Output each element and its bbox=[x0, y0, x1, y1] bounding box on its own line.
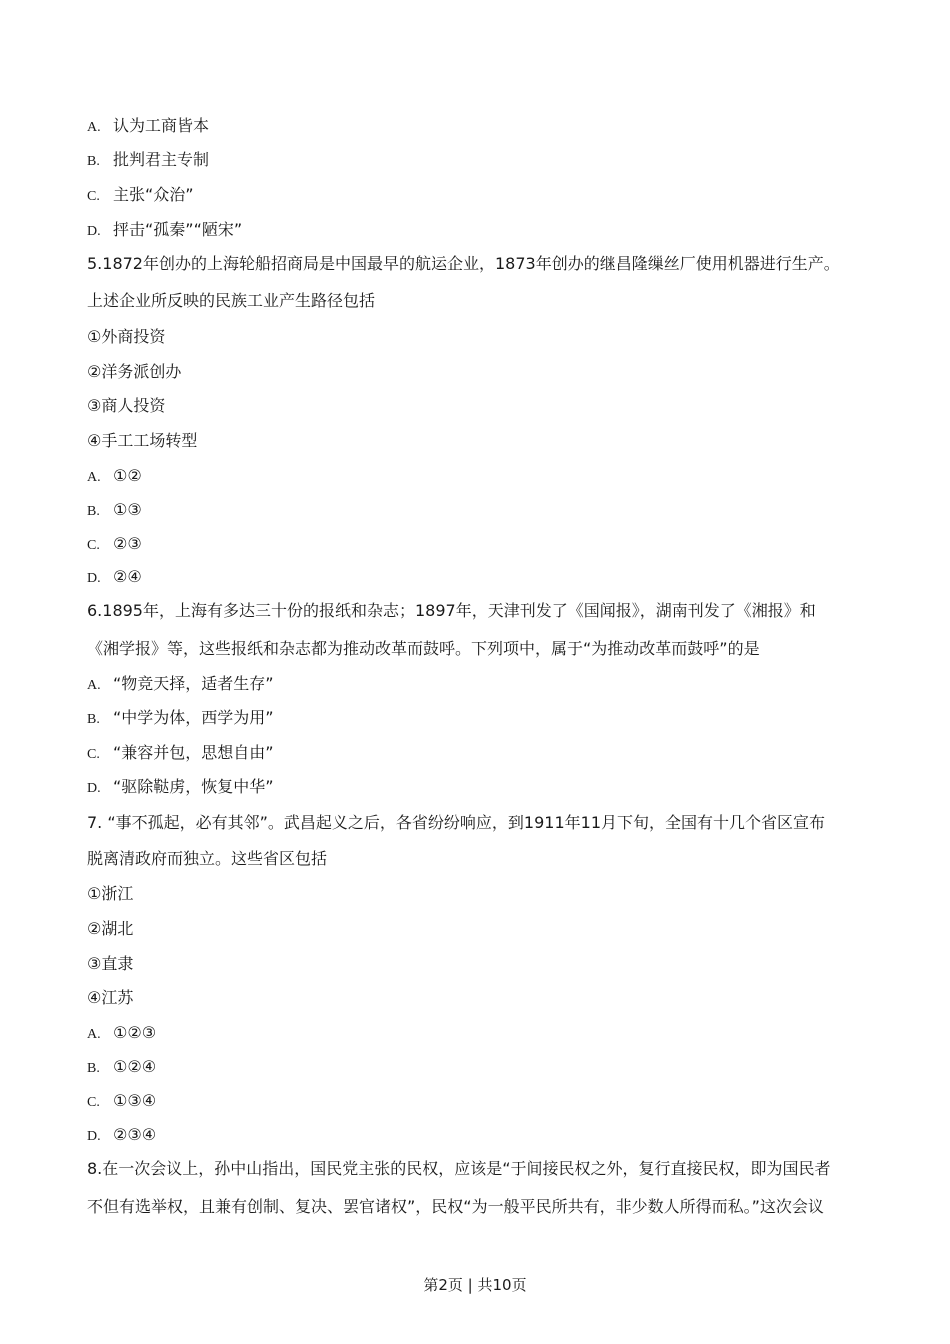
option-letter: B. bbox=[87, 154, 100, 169]
option-text: 认为工商皆本 bbox=[113, 116, 210, 135]
option-line bbox=[87, 707, 274, 731]
question-text: 7. “事不孤起，必有其邻”。武昌起义之后，各省纷纷响应，到1911年11月下旬，全国有十几个省区宣布 bbox=[87, 813, 826, 832]
option-line bbox=[87, 465, 142, 489]
statement-item: ③商人投资 bbox=[87, 396, 166, 415]
option-letter: B. bbox=[87, 712, 100, 727]
option-text: ①②④ bbox=[113, 1057, 157, 1076]
option-letter: A. bbox=[87, 678, 101, 693]
option-text: ②③ bbox=[113, 534, 142, 553]
option-letter: D. bbox=[87, 781, 101, 796]
option-letter: C. bbox=[87, 747, 100, 762]
option-text: “驱除鞑虏，恢复中华” bbox=[113, 777, 274, 796]
option-line bbox=[87, 115, 209, 139]
option-line bbox=[87, 219, 242, 243]
option-text: 主张“众治” bbox=[113, 185, 194, 204]
statement-item: ①浙江 bbox=[87, 884, 134, 903]
option-line bbox=[87, 566, 142, 590]
option-text: ②④ bbox=[113, 567, 142, 586]
option-line bbox=[87, 1056, 156, 1080]
option-letter: A. bbox=[87, 470, 101, 485]
statement-item: ①外商投资 bbox=[87, 327, 166, 346]
option-line bbox=[87, 184, 194, 208]
option-line bbox=[87, 1124, 156, 1148]
question-text: 《湘学报》等，这些报纸和杂志都为推动改革而鼓呼。下列项中，属于“为推动改革而鼓呼”的是 bbox=[87, 639, 760, 658]
question-text: 上述企业所反映的民族工业产生路径包括 bbox=[87, 291, 376, 310]
option-letter: C. bbox=[87, 189, 100, 204]
option-line bbox=[87, 149, 209, 173]
option-text: ①② bbox=[113, 466, 142, 485]
question-text: 不但有选举权，且兼有创制、复决、罢官诸权”，民权“为一般平民所共有，非少数人所得而私。”这次会议 bbox=[87, 1197, 824, 1216]
question-text: 6.1895年，上海有多达三十份的报纸和杂志；1897年，天津刊发了《国闻报》，湖南刊发了《湘报》和 bbox=[87, 601, 816, 620]
option-letter: C. bbox=[87, 538, 100, 553]
option-text: “兼容并包，思想自由” bbox=[113, 743, 274, 762]
option-line bbox=[87, 1090, 156, 1114]
option-text: ①③ bbox=[113, 500, 142, 519]
option-letter: B. bbox=[87, 1061, 100, 1076]
question-text: 8.在一次会议上，孙中山指出，国民党主张的民权，应该是“于间接民权之外，复行直接民权，即为国民者 bbox=[87, 1159, 831, 1178]
option-letter: D. bbox=[87, 571, 101, 586]
option-line bbox=[87, 1022, 156, 1046]
option-line bbox=[87, 533, 142, 557]
option-text: “物竞天择，适者生存” bbox=[113, 674, 274, 693]
statement-item: ②洋务派创办 bbox=[87, 362, 182, 381]
option-line bbox=[87, 742, 274, 766]
option-letter: A. bbox=[87, 1027, 101, 1042]
option-line bbox=[87, 776, 274, 800]
option-letter: D. bbox=[87, 1129, 101, 1144]
option-text: ①③④ bbox=[113, 1091, 157, 1110]
option-line bbox=[87, 499, 142, 523]
option-text: 批判君主专制 bbox=[113, 150, 210, 169]
page-footer: 第2页 | 共10页 bbox=[423, 1276, 527, 1294]
option-text: ①②③ bbox=[113, 1023, 157, 1042]
statement-item: ③直隶 bbox=[87, 954, 134, 973]
statement-item: ④手工工场转型 bbox=[87, 431, 198, 450]
question-text: 脱离清政府而独立。这些省区包括 bbox=[87, 849, 328, 868]
statement-item: ②湖北 bbox=[87, 919, 134, 938]
option-letter: D. bbox=[87, 224, 101, 239]
question-text: 5.1872年创办的上海轮船招商局是中国最早的航运企业，1873年创办的继昌隆缫丝厂使用机器进行生产。 bbox=[87, 254, 840, 273]
statement-item: ④江苏 bbox=[87, 988, 134, 1007]
option-line bbox=[87, 673, 274, 697]
option-letter: A. bbox=[87, 120, 101, 135]
option-text: ②③④ bbox=[113, 1125, 157, 1144]
option-text: “中学为体，西学为用” bbox=[113, 708, 274, 727]
option-letter: B. bbox=[87, 504, 100, 519]
option-text: 抨击“孤秦”“陋宋” bbox=[113, 220, 243, 239]
option-letter: C. bbox=[87, 1095, 100, 1110]
